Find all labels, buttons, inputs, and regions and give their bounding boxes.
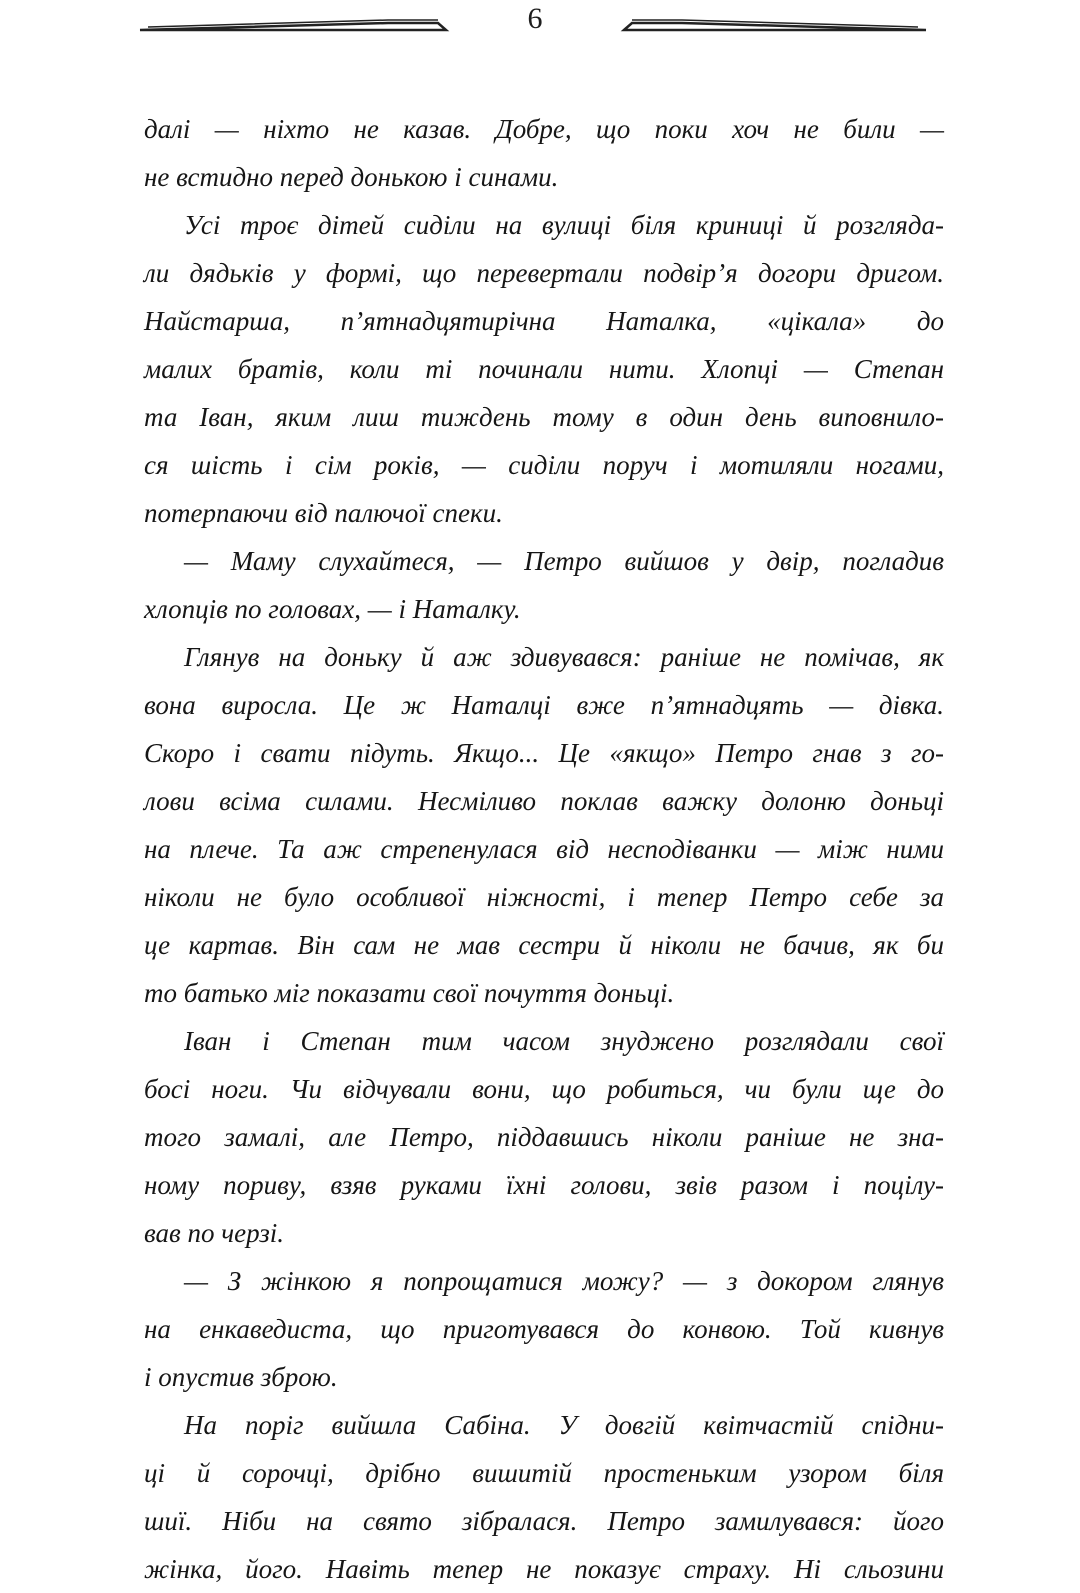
left-ornamental-rule <box>138 10 448 34</box>
text-line: то батько міг показати свої почуття доньці. <box>144 978 675 1008</box>
text-line: малих братів, коли ті починали нити. Хлопці — Степан <box>144 354 944 384</box>
text-line: вав по черзі. <box>144 1218 285 1248</box>
text-line: і опустив зброю. <box>144 1362 338 1392</box>
text-line: того замалі, але Петро, піддавшись ніколи раніше не зна- <box>144 1122 944 1152</box>
text-line: Скоро і свати підуть. Якщо... Це «якщо» Петро гнав з го- <box>144 738 944 768</box>
text-line: ся шість і сім років, — сиділи поруч і мотиляли ногами, <box>144 450 944 480</box>
text-line: Глянув на доньку й аж здивувався: раніше не помічав, як <box>184 642 944 672</box>
text-line: хлопців по головах, — і Наталку. <box>144 594 521 624</box>
text-line: ці й сорочці, дрібно вишитій простеньким узором біля <box>144 1458 944 1488</box>
page-number: 6 <box>527 2 543 35</box>
text-line: та Іван, яким лиш тиждень тому в один день виповнило- <box>144 402 944 432</box>
text-line: це картав. Він сам не мав сестри й ніколи не бачив, як би <box>144 930 944 960</box>
text-line: Усі троє дітей сиділи на вулиці біля криниці й розгляда- <box>184 210 944 240</box>
text-line: Найстарша, п’ятнадцятирічна Наталка, «цікала» до <box>144 306 944 336</box>
text-line: ному пориву, взяв руками їхні голови, звів разом і поцілу- <box>144 1170 944 1200</box>
text-line: жінка, його. Навіть тепер не показує страху. Ні сльозини <box>144 1554 944 1584</box>
text-line: ли дядьків у формі, що перевертали подвір’я догори дригом. <box>144 258 944 288</box>
text-line: на енкаведиста, що приготувався до конвою. Той кивнув <box>144 1314 944 1344</box>
text-line: На поріг вийшла Сабіна. У довгій квітчастій спідни- <box>184 1410 944 1440</box>
text-line: на плече. Та аж стрепенулася від несподіванки — між ними <box>144 834 944 864</box>
text-line: вона виросла. Це ж Наталці вже п’ятнадцять — дівка. <box>144 690 944 720</box>
text-line: потерпаючи від палючої спеки. <box>144 498 503 528</box>
text-line: далі — ніхто не казав. Добре, що поки хоч не били — <box>144 114 944 144</box>
text-line: босі ноги. Чи відчували вони, що робиться, чи були ще до <box>144 1074 944 1104</box>
text-line: — З жінкою я попрощатися можу? — з докором глянув <box>184 1266 944 1296</box>
text-line: Іван і Степан тим часом знуджено розглядали свої <box>184 1026 944 1056</box>
right-ornamental-rule <box>622 10 928 34</box>
body-text <box>144 105 944 1593</box>
text-line: шиї. Ніби на свято зібралася. Петро замилувався: його <box>144 1506 944 1536</box>
running-head <box>0 0 1080 60</box>
text-line: ніколи не було особливої ніжності, і тепер Петро себе за <box>144 882 944 912</box>
text-line: — Маму слухайтеся, — Петро вийшов у двір, погладив <box>184 546 944 576</box>
text-line: не встидно перед донькою і синами. <box>144 162 559 192</box>
text-line: лови всіма силами. Несміливо поклав важку долоню доньці <box>144 786 944 816</box>
